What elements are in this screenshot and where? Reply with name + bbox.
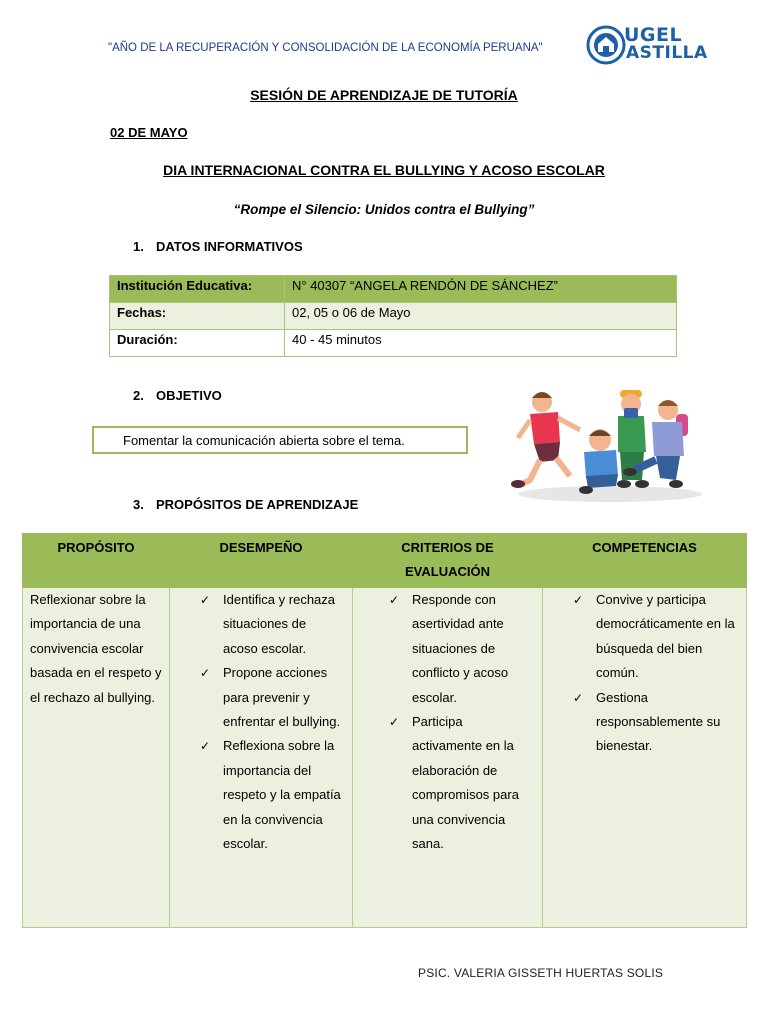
list-item bbox=[176, 734, 344, 856]
check-icon: ✓ bbox=[200, 593, 211, 607]
info-row-institution bbox=[110, 276, 677, 303]
purpose-table-row bbox=[23, 588, 747, 928]
header-criterios bbox=[353, 534, 543, 588]
signature: PSIC. VALERIA GISSETH HUERTAS SOLIS bbox=[418, 966, 664, 980]
criterios-list bbox=[359, 588, 532, 856]
list-item-text: Convive y participa democráticamente en la búsqueda del bien común. bbox=[596, 592, 735, 681]
list-item-text: Gestiona responsablemente su bienestar. bbox=[596, 689, 721, 754]
list-item bbox=[549, 686, 740, 759]
section-heading-propositos bbox=[133, 497, 358, 512]
list-item-text: Responde con asertividad ante situaciones de conflicto y acoso escolar. bbox=[412, 592, 509, 705]
info-label: Fechas: bbox=[110, 303, 285, 330]
info-row-dates bbox=[110, 303, 677, 330]
bullying-illustration bbox=[500, 380, 710, 510]
event-title: DIA INTERNACIONAL CONTRA EL BULLYING Y ACOSO ESCOLAR bbox=[163, 162, 605, 178]
info-value: N° 40307 “ANGELA RENDÓN DE SÁNCHEZ” bbox=[285, 276, 677, 303]
cell-proposito: Reflexionar sobre la importancia de una convivencia escolar basada en el respeto y el rechazo al bullying. bbox=[23, 588, 170, 928]
purpose-table-header bbox=[23, 534, 747, 588]
logo-text-ugel: UGEL bbox=[624, 24, 683, 46]
competencias-list bbox=[549, 588, 740, 759]
info-label: Institución Educativa: bbox=[110, 276, 285, 303]
cell-criterios bbox=[353, 588, 543, 928]
info-table bbox=[109, 275, 677, 357]
check-icon: ✓ bbox=[573, 593, 584, 607]
info-value: 02, 05 o 06 de Mayo bbox=[285, 303, 677, 330]
list-item bbox=[359, 588, 532, 710]
header-competencias: COMPETENCIAS bbox=[543, 534, 747, 588]
section-number: 2. bbox=[133, 388, 144, 403]
list-item-text: Participa activamente en la elaboración de compromisos para una convivencia sana. bbox=[412, 714, 519, 852]
logo-text-astilla: ASTILLA bbox=[626, 43, 708, 63]
list-item-text: Propone acciones para prevenir y enfrentar el bullying. bbox=[223, 665, 341, 730]
desempeno-list bbox=[176, 588, 344, 856]
check-icon: ✓ bbox=[389, 593, 400, 607]
check-icon: ✓ bbox=[200, 666, 211, 681]
header-desempeno: DESEMPEÑO bbox=[170, 534, 353, 588]
purpose-table bbox=[22, 533, 747, 928]
info-value: 40 - 45 minutos bbox=[285, 330, 677, 357]
ugel-logo bbox=[586, 24, 708, 68]
list-item bbox=[549, 588, 740, 686]
session-date: 02 DE MAYO bbox=[110, 125, 188, 140]
section-heading-objetivo bbox=[133, 388, 222, 403]
check-icon: ✓ bbox=[573, 690, 584, 705]
list-item-text: Reflexiona sobre la importancia del respeto y la empatía en la convivencia escolar. bbox=[223, 738, 341, 852]
list-item bbox=[359, 710, 532, 856]
section-number: 1. bbox=[133, 239, 144, 254]
objective-box: Fomentar la comunicación abierta sobre el tema. bbox=[92, 426, 468, 454]
check-icon: ✓ bbox=[389, 715, 400, 730]
cell-competencias bbox=[543, 588, 747, 928]
info-row-duration bbox=[110, 330, 677, 357]
list-item bbox=[176, 661, 344, 734]
document-title: SESIÓN DE APRENDIZAJE DE TUTORÍA bbox=[250, 87, 518, 103]
cell-desempeno bbox=[170, 588, 353, 928]
slogan: “Rompe el Silencio: Unidos contra el Bullying” bbox=[233, 202, 535, 217]
check-icon: ✓ bbox=[200, 739, 211, 754]
section-number: 3. bbox=[133, 497, 144, 512]
section-title: OBJETIVO bbox=[156, 388, 222, 403]
list-item bbox=[176, 588, 344, 661]
section-heading-datos bbox=[133, 239, 303, 254]
header-proposito: PROPÓSITO bbox=[23, 534, 170, 588]
header-criterios-text: CRITERIOS DE EVALUACIÓN bbox=[401, 540, 494, 579]
section-title: PROPÓSITOS DE APRENDIZAJE bbox=[156, 497, 359, 512]
ugel-seal-icon bbox=[586, 24, 626, 68]
header-motto: "AÑO DE LA RECUPERACIÓN Y CONSOLIDACIÓN DE LA ECONOMÍA PERUANA" bbox=[108, 42, 543, 54]
list-item-text: Identifica y rechaza situaciones de acoso escolar. bbox=[223, 592, 336, 656]
section-title: DATOS INFORMATIVOS bbox=[156, 239, 303, 254]
info-label: Duración: bbox=[110, 330, 285, 357]
